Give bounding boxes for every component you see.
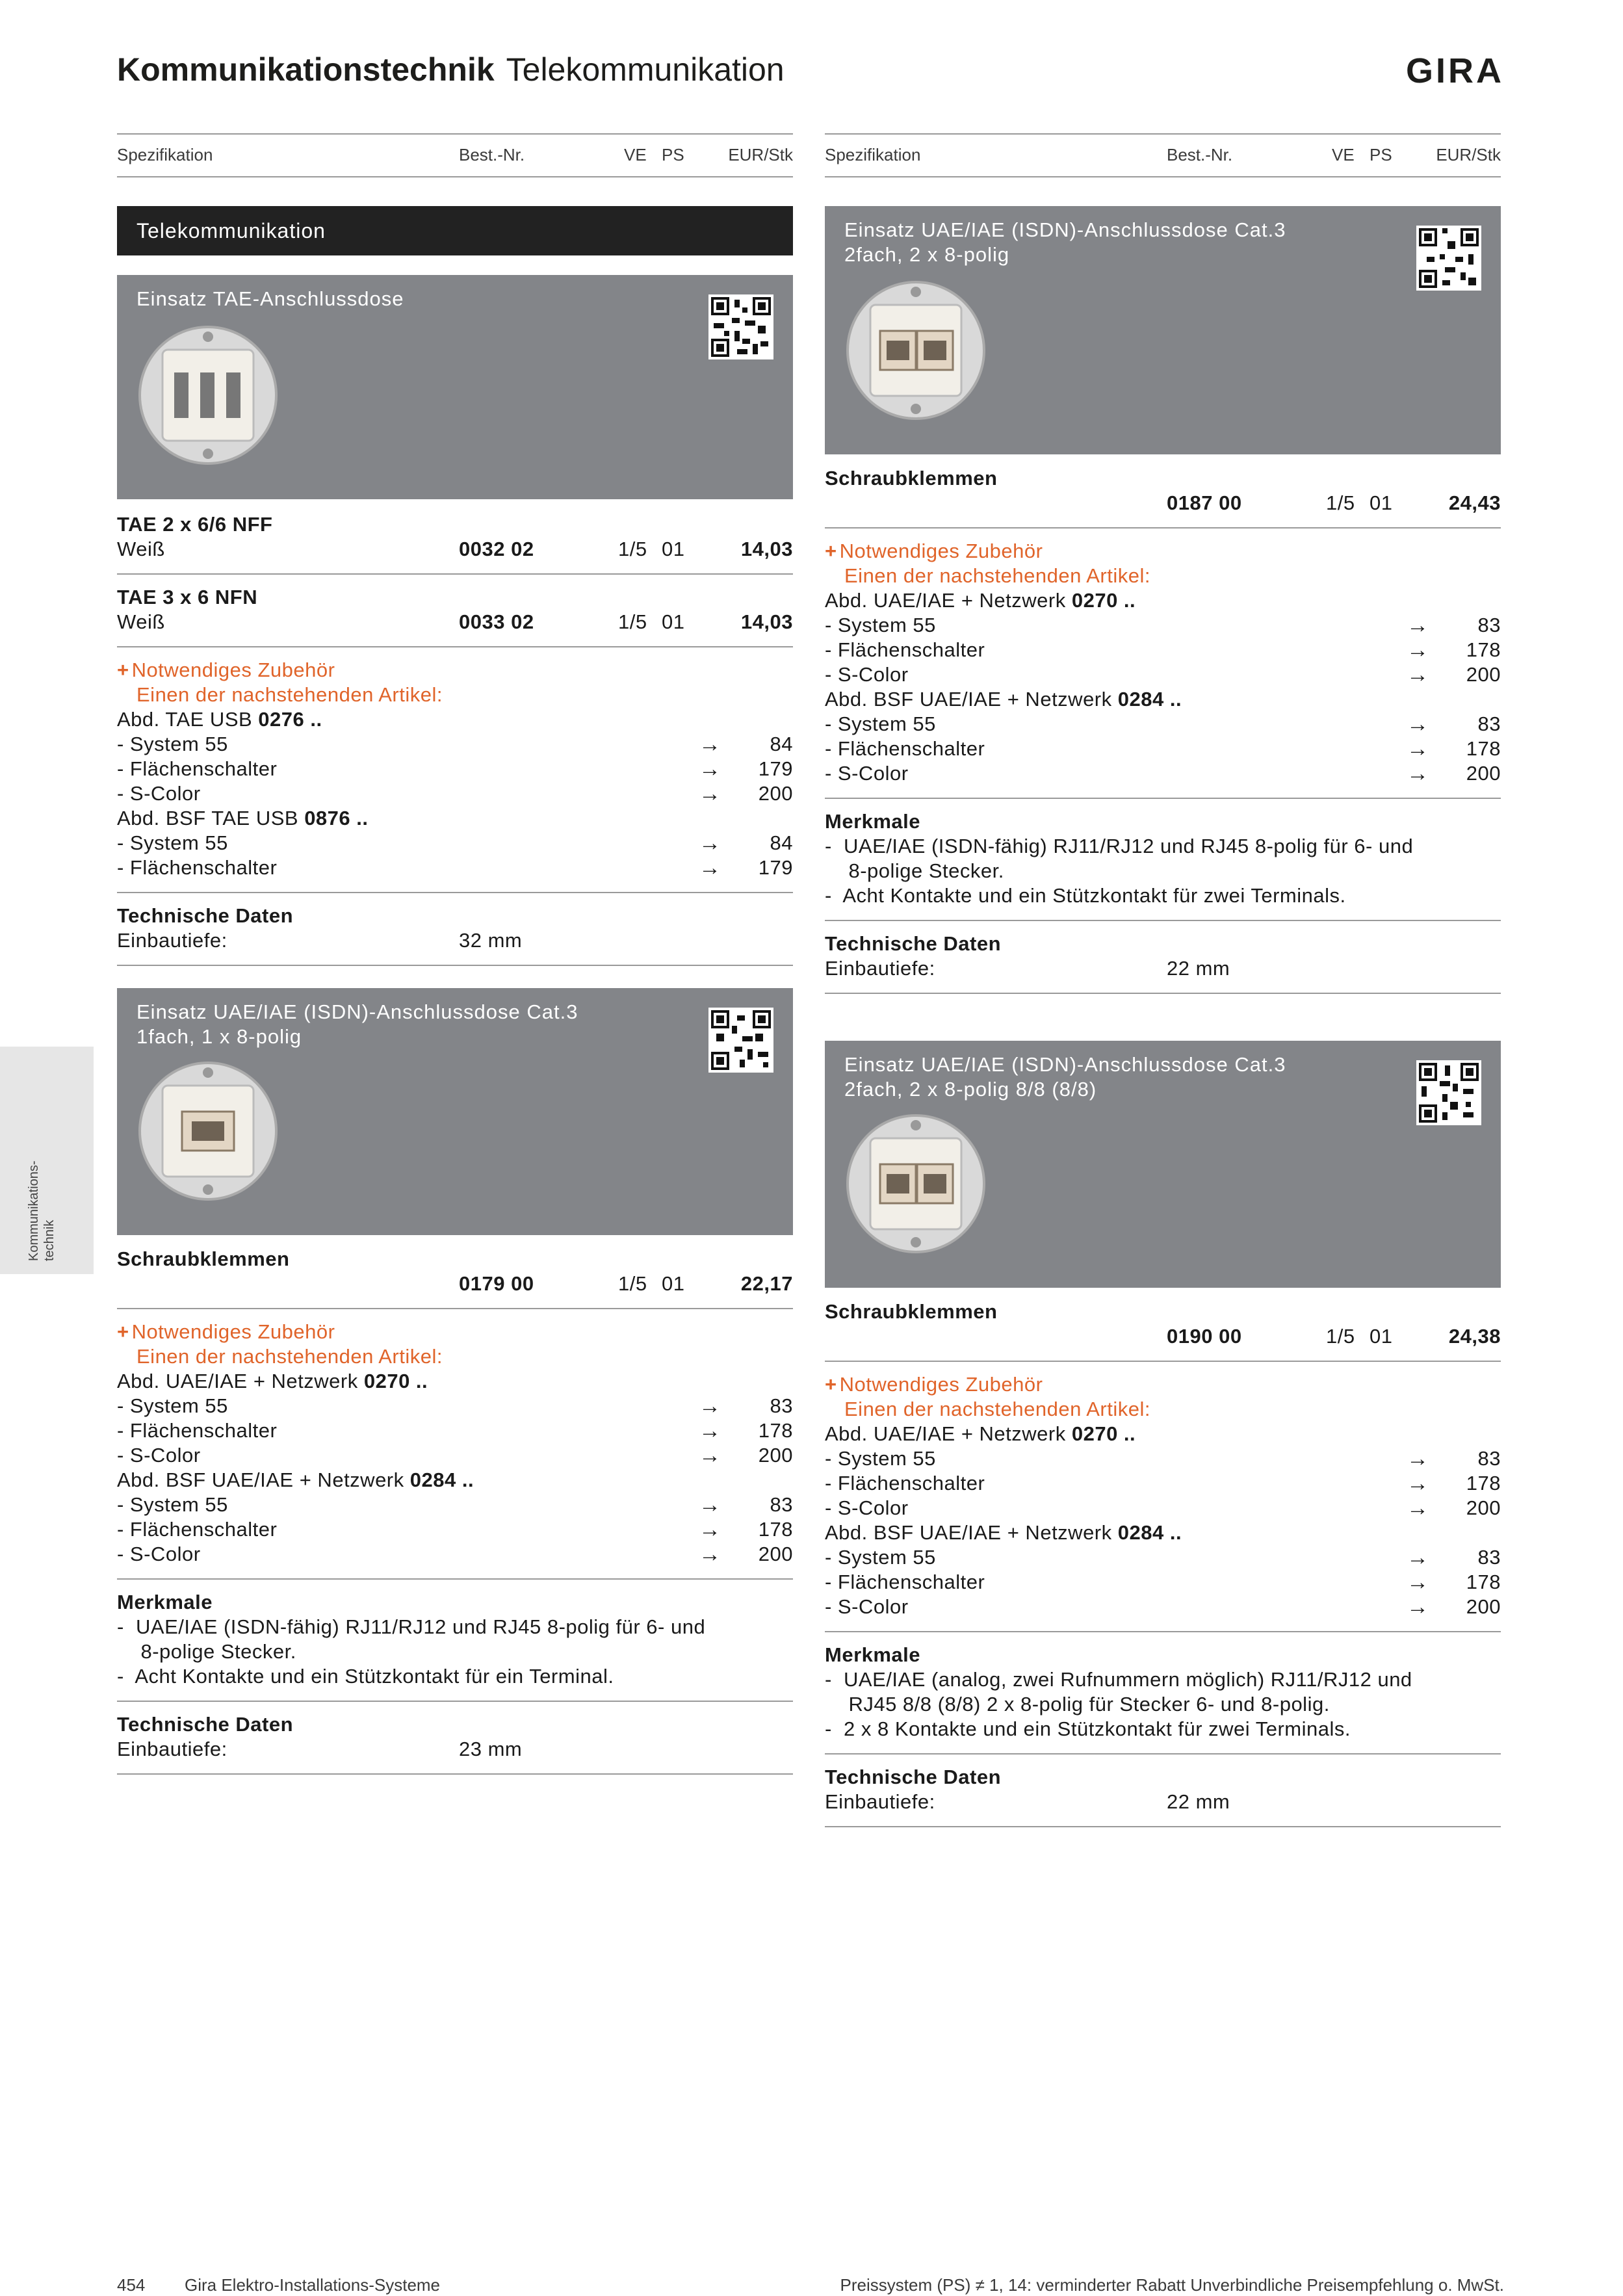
item-row[interactable]: 0179 00 1/5 01 22,17: [459, 1272, 793, 1295]
feature-line: 8-polige Stecker.: [825, 859, 1004, 882]
qr-code-icon[interactable]: [1416, 226, 1481, 291]
accessory-link[interactable]: - System 55 → 84: [117, 732, 793, 757]
accessory-link[interactable]: - Flächenschalter → 178: [825, 1471, 1501, 1496]
arrow-right-icon: →: [699, 1418, 721, 1443]
arrow-right-icon: →: [699, 1517, 721, 1542]
divider: [825, 920, 1501, 921]
rj45-double-socket-image: [844, 279, 987, 422]
divider: [117, 965, 793, 966]
column-header: Spezifikation Best.-Nr. VE PS EUR/Stk: [825, 133, 1501, 177]
tech-data-heading: Technische Daten: [117, 904, 294, 927]
item-name: Schraubklemmen: [825, 1300, 998, 1323]
item-0179-00: [117, 1247, 793, 1296]
arrow-right-icon: →: [1407, 1446, 1429, 1471]
product-image-box: [825, 1041, 1501, 1288]
arrow-right-icon: →: [1407, 662, 1429, 687]
divider: [825, 527, 1501, 528]
accessory-subheading: Einen der nachstehenden Artikel:: [136, 1345, 443, 1368]
tech-data-heading: Technische Daten: [117, 1713, 294, 1736]
accessory-link[interactable]: - S-Color → 200: [825, 761, 1501, 786]
product-title: Einsatz UAE/IAE (ISDN)-Anschlussdose Cat.3 2fach, 2 x 8-polig: [844, 218, 1286, 266]
item-row[interactable]: 0187 00 1/5 01 24,43: [1167, 491, 1501, 514]
accessory-group: Abd. BSF UAE/IAE + Netzwerk 0284 ..: [825, 688, 1182, 711]
divider: [117, 892, 793, 893]
arrow-right-icon: →: [699, 757, 721, 781]
arrow-right-icon: →: [699, 855, 721, 880]
right-column: [825, 133, 1501, 1838]
plus-icon: +: [117, 659, 129, 681]
accessory-link[interactable]: - Flächenschalter → 178: [825, 737, 1501, 761]
footer-company: Gira Elektro-Installations-Systeme: [185, 2275, 441, 2295]
tech-data-row: Einbautiefe: 22 mm: [825, 1790, 1230, 1813]
accessory-group: Abd. BSF UAE/IAE + Netzwerk 0284 ..: [825, 1521, 1182, 1544]
plus-icon: +: [825, 1373, 837, 1396]
brand-logo: GIRA: [1406, 51, 1504, 90]
divider: [117, 1701, 793, 1702]
accessory-link[interactable]: - Flächenschalter → 178: [117, 1418, 793, 1443]
accessory-link[interactable]: - System 55 → 83: [117, 1394, 793, 1418]
item-row[interactable]: Weiß 0033 02 1/5 01 14,03: [117, 610, 793, 633]
plus-icon: +: [117, 1320, 129, 1343]
feature-line: 8-polige Stecker.: [117, 1640, 296, 1663]
product-image-box: [117, 275, 793, 499]
qr-code-icon[interactable]: [708, 294, 773, 359]
accessory-link[interactable]: - S-Color → 200: [117, 1542, 793, 1567]
tech-data-row: Einbautiefe: 22 mm: [825, 957, 1230, 980]
arrow-right-icon: →: [1407, 1545, 1429, 1570]
accessory-heading: + Notwendiges Zubehör: [825, 1373, 1043, 1396]
features-heading: Merkmale: [825, 810, 921, 833]
arrow-right-icon: →: [1407, 1570, 1429, 1595]
features-heading: Merkmale: [825, 1643, 921, 1666]
product-title: Einsatz UAE/IAE (ISDN)-Anschlussdose Cat.3 1fach, 1 x 8-polig: [136, 1000, 578, 1048]
arrow-right-icon: →: [1407, 1471, 1429, 1496]
accessory-link[interactable]: - Flächenschalter → 178: [825, 638, 1501, 662]
rj45-socket-image: [136, 1060, 279, 1203]
divider: [825, 993, 1501, 994]
qr-code-icon[interactable]: [708, 1008, 773, 1073]
item-name: Schraubklemmen: [117, 1247, 290, 1270]
item-name: Schraubklemmen: [825, 467, 998, 489]
item-row[interactable]: Weiß 0032 02 1/5 01 14,03: [117, 538, 793, 560]
tae-socket-image: [136, 324, 279, 467]
accessory-link[interactable]: - S-Color → 200: [117, 781, 793, 806]
accessory-link[interactable]: - Flächenschalter → 179: [117, 757, 793, 781]
arrow-right-icon: →: [1407, 712, 1429, 737]
page-number: 454: [117, 2275, 146, 2295]
section-title: Telekommunikation: [117, 206, 793, 255]
accessory-link[interactable]: - System 55 → 84: [117, 831, 793, 855]
tech-data-row: Einbautiefe: 32 mm: [117, 929, 523, 952]
accessory-link[interactable]: - S-Color → 200: [825, 662, 1501, 687]
arrow-right-icon: →: [699, 1443, 721, 1468]
divider: [825, 1361, 1501, 1362]
accessory-link[interactable]: - System 55 → 83: [825, 1545, 1501, 1570]
accessory-group: Abd. UAE/IAE + Netzwerk 0270 ..: [825, 589, 1136, 612]
arrow-right-icon: →: [1407, 737, 1429, 761]
item-0033-02: [117, 585, 793, 634]
arrow-right-icon: →: [699, 1493, 721, 1517]
feature-line: - Acht Kontakte und ein Stützkontakt für ein Terminal.: [117, 1665, 614, 1688]
accessory-link[interactable]: - Flächenschalter → 178: [117, 1517, 793, 1542]
accessory-link[interactable]: - Flächenschalter → 178: [825, 1570, 1501, 1595]
arrow-right-icon: →: [699, 1394, 721, 1418]
item-name: TAE 3 x 6 NFN: [117, 586, 258, 608]
accessory-heading: + Notwendiges Zubehör: [117, 659, 335, 681]
accessory-group: Abd. BSF TAE USB 0876 ..: [117, 807, 369, 829]
plus-icon: +: [825, 540, 837, 562]
divider: [825, 1826, 1501, 1827]
arrow-right-icon: →: [699, 1542, 721, 1567]
accessory-heading: + Notwendiges Zubehör: [117, 1320, 335, 1343]
features-heading: Merkmale: [117, 1591, 213, 1613]
divider: [117, 1578, 793, 1580]
feature-line: - 2 x 8 Kontakte und ein Stützkontakt für zwei Terminals.: [825, 1717, 1351, 1740]
arrow-right-icon: →: [1407, 613, 1429, 638]
title-sub: Telekommunikation: [506, 51, 785, 88]
feature-line: - UAE/IAE (ISDN-fähig) RJ11/RJ12 und RJ45 8-polig für 6- und: [117, 1615, 706, 1638]
column-header: Spezifikation Best.-Nr. VE PS EUR/Stk: [117, 133, 793, 177]
product-title: Einsatz TAE-Anschlussdose: [136, 287, 404, 310]
accessory-group: Abd. UAE/IAE + Netzwerk 0270 ..: [117, 1370, 428, 1392]
rj45-double-socket-image: [844, 1112, 987, 1255]
accessory-link[interactable]: - System 55 → 83: [825, 1446, 1501, 1471]
arrow-right-icon: →: [1407, 638, 1429, 662]
tech-data-row: Einbautiefe: 23 mm: [117, 1738, 523, 1760]
accessory-group: Abd. BSF UAE/IAE + Netzwerk 0284 ..: [117, 1468, 474, 1491]
accessory-link[interactable]: - Flächenschalter → 179: [117, 855, 793, 880]
qr-code-icon[interactable]: [1416, 1060, 1481, 1125]
accessory-subheading: Einen der nachstehenden Artikel:: [844, 1398, 1150, 1420]
product-title: Einsatz UAE/IAE (ISDN)-Anschlussdose Cat.3 2fach, 2 x 8-polig 8/8 (8/8): [844, 1053, 1286, 1101]
tech-data-heading: Technische Daten: [825, 932, 1002, 955]
divider: [825, 1753, 1501, 1755]
arrow-right-icon: →: [1407, 1595, 1429, 1619]
left-column: [117, 133, 793, 1785]
feature-line: - UAE/IAE (ISDN-fähig) RJ11/RJ12 und RJ45 8-polig für 6- und: [825, 835, 1414, 857]
accessory-link[interactable]: - S-Color → 200: [825, 1595, 1501, 1619]
accessory-subheading: Einen der nachstehenden Artikel:: [136, 683, 443, 706]
side-tab[interactable]: [0, 1047, 94, 1274]
product-image-box: [825, 206, 1501, 454]
tech-data-heading: Technische Daten: [825, 1766, 1002, 1788]
divider: [117, 573, 793, 575]
side-tab-label: Kommunikations- technik: [27, 1160, 57, 1261]
accessory-group: Abd. TAE USB 0276 ..: [117, 708, 322, 731]
accessory-link[interactable]: - System 55 → 83: [825, 613, 1501, 638]
item-name: TAE 2 x 6/6 NFF: [117, 513, 273, 536]
footer-note: Preissystem (PS) ≠ 1, 14: verminderter Rabatt Unverbindliche Preisempfehlung o. MwSt.: [840, 2275, 1504, 2295]
accessory-link[interactable]: - System 55 → 83: [117, 1493, 793, 1517]
arrow-right-icon: →: [699, 831, 721, 855]
accessory-link[interactable]: - S-Color → 200: [117, 1443, 793, 1468]
accessory-subheading: Einen der nachstehenden Artikel:: [844, 564, 1150, 587]
page-title: [117, 51, 785, 88]
arrow-right-icon: →: [1407, 1496, 1429, 1520]
divider: [825, 1631, 1501, 1632]
accessory-group: Abd. UAE/IAE + Netzwerk 0270 ..: [825, 1422, 1136, 1445]
arrow-right-icon: →: [699, 781, 721, 806]
title-bold: Kommunikationstechnik: [117, 51, 495, 88]
item-0032-02: [117, 512, 793, 562]
accessory-heading: + Notwendiges Zubehör: [825, 540, 1043, 562]
feature-line: - UAE/IAE (analog, zwei Rufnummern möglich) RJ11/RJ12 und: [825, 1668, 1412, 1691]
item-row[interactable]: 0190 00 1/5 01 24,38: [1167, 1325, 1501, 1348]
product-image-box: [117, 988, 793, 1235]
accessory-link[interactable]: - System 55 → 83: [825, 712, 1501, 737]
feature-line: RJ45 8/8 (8/8) 2 x 8-polig für Stecker 6- und 8-polig.: [825, 1693, 1330, 1715]
divider: [117, 1773, 793, 1775]
item-0187-00: [825, 466, 1501, 515]
divider: [117, 646, 793, 647]
accessory-link[interactable]: - S-Color → 200: [825, 1496, 1501, 1520]
arrow-right-icon: →: [1407, 761, 1429, 786]
divider: [825, 798, 1501, 799]
divider: [117, 1308, 793, 1309]
arrow-right-icon: →: [699, 732, 721, 757]
feature-line: - Acht Kontakte und ein Stützkontakt für zwei Terminals.: [825, 884, 1346, 907]
item-0190-00: [825, 1299, 1501, 1349]
